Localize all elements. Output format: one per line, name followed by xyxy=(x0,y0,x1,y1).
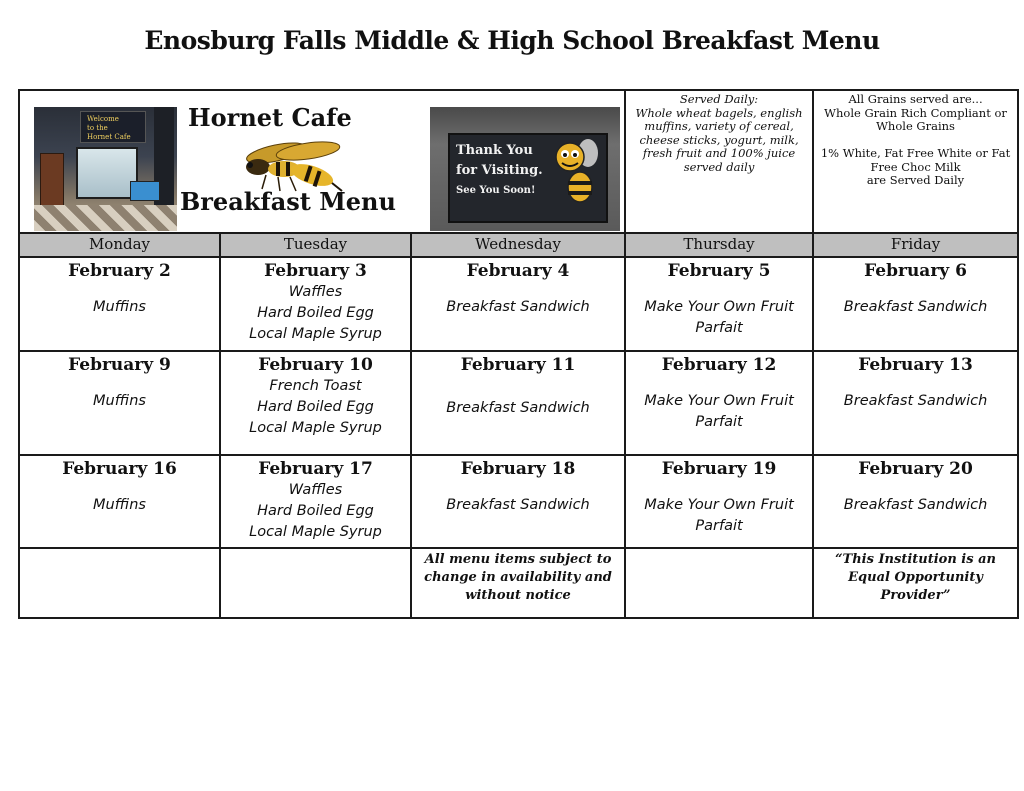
grains-milk-text: All Grains served are... Whole Grain Rich Compliant or Whole Grains 1% White, Fat Free White or Fat Free Choc Milk are Served Daily xyxy=(820,92,1011,187)
menu-item: Waffles xyxy=(288,284,343,300)
availability-disclaimer: All menu items subject to change in availability and without notice xyxy=(424,552,612,603)
menu-item: Muffins xyxy=(93,299,146,315)
menu-item: Breakfast Sandwich xyxy=(843,299,988,315)
day-header-friday: Friday xyxy=(813,233,1018,257)
cafe-title: Hornet Cafe xyxy=(188,103,352,132)
menu-date: February 9 xyxy=(68,355,171,375)
bee-mascot-icon xyxy=(550,137,602,203)
menu-item: Local Maple Syrup xyxy=(249,420,382,436)
menu-item: Make Your Own Fruit xyxy=(644,497,794,513)
menu-date: February 11 xyxy=(460,355,576,375)
menu-date: February 3 xyxy=(264,261,367,281)
menu-item: Breakfast Sandwich xyxy=(446,400,590,416)
menu-item: Local Maple Syrup xyxy=(249,326,382,342)
menu-item: Make Your Own Fruit xyxy=(644,299,794,315)
banner-row xyxy=(19,90,1018,233)
footer-cell-empty xyxy=(19,548,220,618)
menu-item: Muffins xyxy=(93,393,146,409)
menu-date: February 4 xyxy=(466,261,570,281)
menu-item: Breakfast Sandwich xyxy=(446,497,590,513)
menu-item: Parfait xyxy=(695,414,743,430)
menu-date: February 13 xyxy=(858,355,973,375)
footer-row xyxy=(19,548,1018,618)
day-header-thursday: Thursday xyxy=(625,233,813,257)
day-header-row xyxy=(19,233,1018,257)
menu-cell xyxy=(411,351,625,455)
welcome-sign: Welcome to the Hornet Cafe xyxy=(80,111,146,143)
menu-item: Muffins xyxy=(93,497,146,513)
menu-date: February 5 xyxy=(667,261,771,281)
day-header-wednesday: Wednesday xyxy=(411,233,625,257)
menu-cell xyxy=(19,257,220,351)
thank-you-sign-photo xyxy=(430,107,620,231)
day-header-tuesday: Tuesday xyxy=(220,233,411,257)
cafe-entrance-photo xyxy=(34,107,177,231)
menu-item: Hard Boiled Egg xyxy=(257,305,374,321)
week-row-3 xyxy=(19,455,1018,548)
menu-cell xyxy=(411,455,625,548)
day-header-monday: Monday xyxy=(19,233,220,257)
menu-date: February 10 xyxy=(258,355,373,375)
breakfast-menu-table xyxy=(18,89,1019,619)
menu-date: February 17 xyxy=(258,459,373,479)
equal-opportunity-statement: “This Institution is an Equal Opportunity Provider” xyxy=(835,552,996,603)
menu-date: February 16 xyxy=(62,459,177,479)
menu-item: Local Maple Syrup xyxy=(249,524,382,540)
banner-cell xyxy=(19,90,625,233)
menu-date: February 18 xyxy=(460,459,576,479)
grains-milk-note xyxy=(813,90,1018,233)
menu-cell xyxy=(813,351,1018,455)
served-daily-text: Served Daily: Whole wheat bagels, english muffins, variety of cereal, cheese sticks, yogurt, milk, fresh fruit and 100% juice served daily xyxy=(635,92,803,174)
footer-cell-availability xyxy=(411,548,625,618)
menu-cell xyxy=(220,351,411,455)
menu-cell xyxy=(625,351,813,455)
menu-date: February 6 xyxy=(864,261,967,281)
week-row-2 xyxy=(19,351,1018,455)
menu-cell xyxy=(813,257,1018,351)
footer-cell-empty xyxy=(625,548,813,618)
menu-item: Hard Boiled Egg xyxy=(257,503,374,519)
menu-date: February 20 xyxy=(858,459,973,479)
menu-date: February 2 xyxy=(68,261,171,281)
menu-date: February 12 xyxy=(661,355,777,375)
menu-cell xyxy=(625,257,813,351)
page-title: Enosburg Falls Middle & High School Breakfast Menu xyxy=(144,26,880,55)
banner xyxy=(20,91,624,230)
menu-item: Hard Boiled Egg xyxy=(257,399,374,415)
menu-item: Parfait xyxy=(695,518,743,534)
menu-item: Make Your Own Fruit xyxy=(644,393,794,409)
menu-item: Breakfast Sandwich xyxy=(446,299,590,315)
thank-you-sign-text: Thank You for Visiting. See You Soon! xyxy=(456,143,543,196)
menu-item: Parfait xyxy=(695,320,743,336)
menu-cell xyxy=(19,351,220,455)
menu-item: Breakfast Sandwich xyxy=(843,393,988,409)
menu-cell xyxy=(813,455,1018,548)
footer-cell-empty xyxy=(220,548,411,618)
menu-date: February 19 xyxy=(661,459,777,479)
footer-cell-equal-opportunity xyxy=(813,548,1018,618)
menu-cell xyxy=(220,455,411,548)
menu-cell xyxy=(19,455,220,548)
served-daily-note xyxy=(625,90,813,233)
menu-item: French Toast xyxy=(269,378,362,394)
menu-cell xyxy=(411,257,625,351)
week-row-1 xyxy=(19,257,1018,351)
menu-item: Breakfast Sandwich xyxy=(843,497,988,513)
menu-cell xyxy=(220,257,411,351)
menu-item: Waffles xyxy=(288,482,343,498)
breakfast-menu-title: Breakfast Menu xyxy=(180,187,396,216)
menu-cell xyxy=(625,455,813,548)
